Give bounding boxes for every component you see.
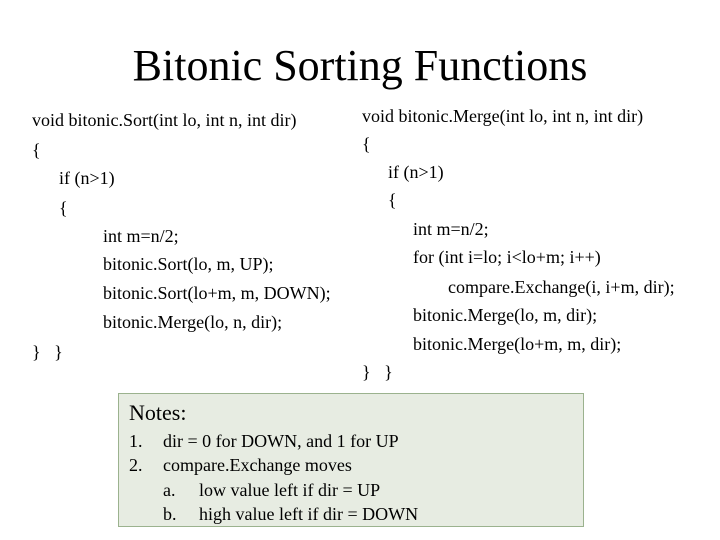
sort-if-open-brace: { bbox=[59, 198, 68, 218]
subnote-marker: a. bbox=[163, 480, 176, 500]
note-text: compare.Exchange moves bbox=[163, 455, 352, 475]
merge-recursive-second: bitonic.Merge(lo+m, m, dir); bbox=[413, 334, 622, 354]
sort-recursive-up: bitonic.Sort(lo, m, UP); bbox=[103, 254, 274, 274]
merge-recursive-first: bitonic.Merge(lo, m, dir); bbox=[413, 305, 598, 325]
merge-mid-assign: int m=n/2; bbox=[413, 219, 489, 239]
merge-for-loop: for (int i=lo; i<lo+m; i++) bbox=[413, 247, 601, 267]
merge-if-open-brace: { bbox=[388, 190, 397, 210]
merge-close-braces: } } bbox=[362, 362, 393, 382]
subnote-marker: b. bbox=[163, 504, 177, 524]
merge-if-condition: if (n>1) bbox=[388, 162, 444, 182]
note-marker: 1. bbox=[129, 431, 143, 451]
merge-compare-exchange: compare.Exchange(i, i+m, dir); bbox=[448, 277, 675, 297]
sort-signature: void bitonic.Sort(int lo, int n, int dir) bbox=[32, 110, 297, 130]
note-marker: 2. bbox=[129, 455, 143, 475]
notes-heading: Notes: bbox=[129, 400, 187, 425]
note-text: dir = 0 for DOWN, and 1 for UP bbox=[163, 431, 399, 451]
sort-recursive-down: bitonic.Sort(lo+m, m, DOWN); bbox=[103, 283, 331, 303]
merge-open-brace: { bbox=[362, 134, 371, 154]
notes-box bbox=[118, 393, 584, 527]
sort-mid-assign: int m=n/2; bbox=[103, 226, 179, 246]
slide-title: Bitonic Sorting Functions bbox=[132, 41, 588, 90]
subnote-text: high value left if dir = DOWN bbox=[199, 504, 419, 524]
merge-signature: void bitonic.Merge(int lo, int n, int dir) bbox=[362, 106, 644, 126]
sort-merge-call: bitonic.Merge(lo, n, dir); bbox=[103, 312, 283, 332]
sort-open-brace: { bbox=[32, 140, 41, 160]
sort-close-braces: } } bbox=[32, 342, 63, 362]
subnote-text: low value left if dir = UP bbox=[199, 480, 381, 500]
sort-if-condition: if (n>1) bbox=[59, 168, 115, 188]
